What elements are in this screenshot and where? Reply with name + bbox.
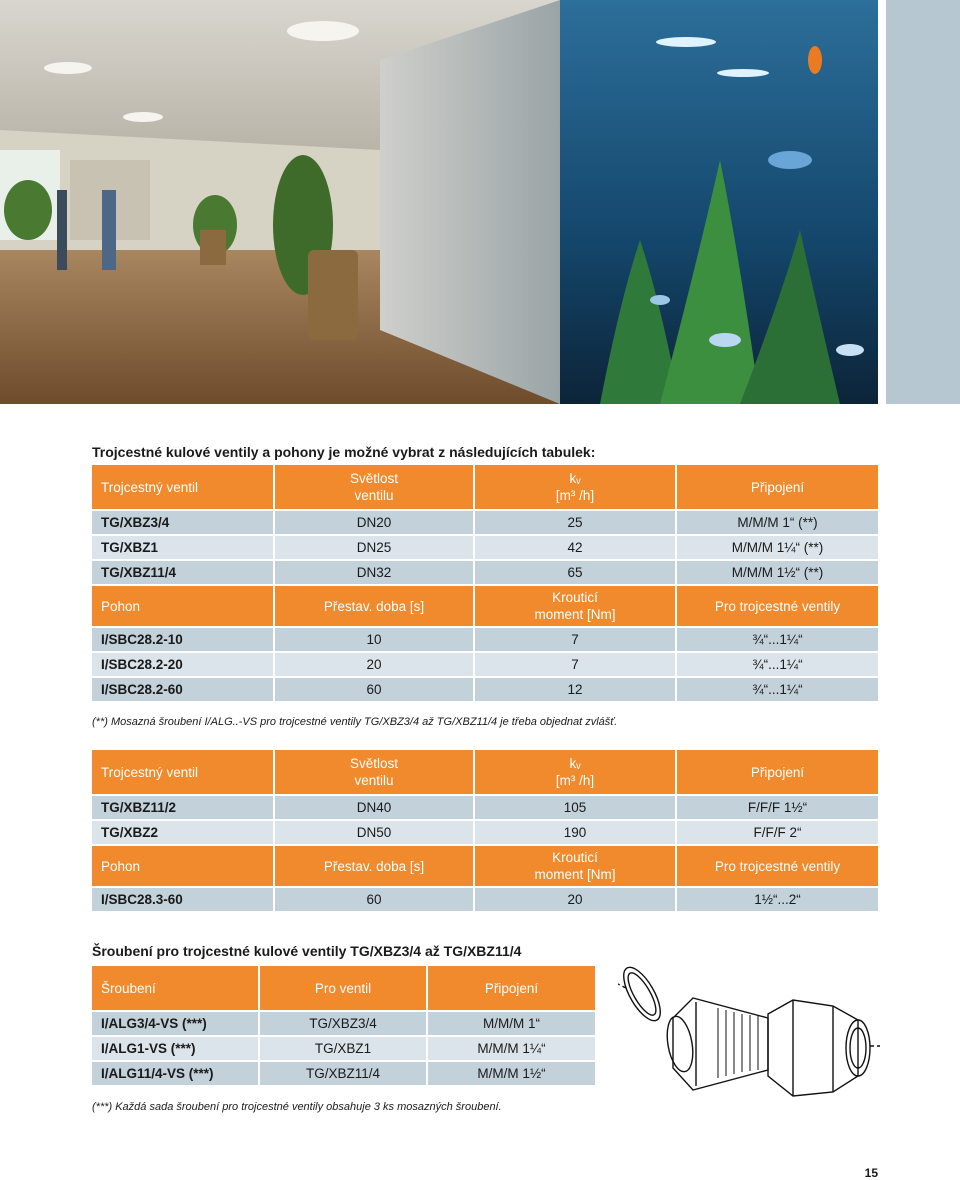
- page-number: 15: [864, 1166, 878, 1180]
- table-row: [92, 536, 878, 561]
- header-for-valve: Pro ventil: [260, 966, 428, 1012]
- cell-valve: TG/XBZ11/4: [260, 1062, 428, 1087]
- header-connection: Připojení: [428, 966, 595, 1012]
- header-time: Přestav. doba [s]: [275, 846, 475, 888]
- cell-model: I/SBC28.3-60: [92, 888, 275, 913]
- cell-time: 60: [275, 678, 475, 703]
- table-row: [92, 1012, 595, 1037]
- header-valve: Trojcestný ventil: [92, 465, 275, 511]
- header-valve: Trojcestný ventil: [92, 750, 275, 796]
- footnote-double-asterisk: (**) Mosazná šroubení I/ALG..-VS pro trojcestné ventily TG/XBZ3/4 až TG/XBZ11/4 je třeba objednat zvlášť.: [92, 716, 618, 728]
- table-header: [92, 465, 878, 511]
- cell-range: 1½“...2“: [677, 888, 878, 913]
- header-dn: Světlost ventilu: [275, 750, 475, 796]
- table-row: [92, 628, 878, 653]
- cell-connection: M/M/M 1½“ (**): [677, 561, 878, 586]
- cell-dn: DN20: [275, 511, 475, 536]
- intro-heading: Trojcestné kulové ventily a pohony je možné vybrat z následujících tabulek:: [92, 444, 596, 460]
- cell-connection: F/F/F 1½“: [677, 796, 878, 821]
- cell-kv: 25: [475, 511, 677, 536]
- cell-dn: DN25: [275, 536, 475, 561]
- cell-model: I/SBC28.2-60: [92, 678, 275, 703]
- cell-connection: F/F/F 2“: [677, 821, 878, 846]
- cell-connection: M/M/M 1½“: [428, 1062, 595, 1087]
- header-connection: Připojení: [677, 750, 878, 796]
- cell-torque: 20: [475, 888, 677, 913]
- header-actuator: Pohon: [92, 846, 275, 888]
- fittings-heading: Šroubení pro trojcestné kulové ventily TG/XBZ3/4 až TG/XBZ11/4: [92, 943, 522, 959]
- header-connection: Připojení: [677, 465, 878, 511]
- cell-torque: 7: [475, 628, 677, 653]
- valves-table-2: [92, 750, 878, 913]
- table-row: [92, 561, 878, 586]
- header-for-valves: Pro trojcestné ventily: [677, 846, 878, 888]
- cell-torque: 7: [475, 653, 677, 678]
- cell-model: TG/XBZ1: [92, 536, 275, 561]
- cell-model: TG/XBZ11/4: [92, 561, 275, 586]
- header-for-valves: Pro trojcestné ventily: [677, 586, 878, 628]
- header-kv: kᵥ [m³ /h]: [475, 750, 677, 796]
- footnote-triple-asterisk: (***) Každá sada šroubení pro trojcestné ventily obsahuje 3 ks mosazných šroubení.: [92, 1101, 502, 1113]
- cell-dn: DN32: [275, 561, 475, 586]
- table-header: [92, 750, 878, 796]
- cell-range: ¾“...1¼“: [677, 653, 878, 678]
- cell-fitting: I/ALG1-VS (***): [92, 1037, 260, 1062]
- cell-kv: 105: [475, 796, 677, 821]
- fittings-table: [92, 966, 595, 1087]
- table-row: [92, 1062, 595, 1087]
- cell-valve: TG/XBZ1: [260, 1037, 428, 1062]
- table-row: [92, 678, 878, 703]
- cell-connection: M/M/M 1¼“: [428, 1037, 595, 1062]
- cell-kv: 42: [475, 536, 677, 561]
- cell-fitting: I/ALG11/4-VS (***): [92, 1062, 260, 1087]
- header-torque: Krouticí moment [Nm]: [475, 586, 677, 628]
- table-subheader: [92, 586, 878, 628]
- header-fitting: Šroubení: [92, 966, 260, 1012]
- cell-kv: 190: [475, 821, 677, 846]
- cell-model: TG/XBZ2: [92, 821, 275, 846]
- cell-range: ¾“...1¼“: [677, 628, 878, 653]
- cell-time: 10: [275, 628, 475, 653]
- cell-torque: 12: [475, 678, 677, 703]
- cell-time: 20: [275, 653, 475, 678]
- cell-valve: TG/XBZ3/4: [260, 1012, 428, 1037]
- table-row: [92, 821, 878, 846]
- table-header: [92, 966, 595, 1012]
- cell-connection: M/M/M 1“ (**): [677, 511, 878, 536]
- cell-model: TG/XBZ11/2: [92, 796, 275, 821]
- cell-time: 60: [275, 888, 475, 913]
- valves-table-1: [92, 465, 878, 703]
- cell-model: I/SBC28.2-20: [92, 653, 275, 678]
- header-time: Přestav. doba [s]: [275, 586, 475, 628]
- header-torque: Krouticí moment [Nm]: [475, 846, 677, 888]
- table-row: [92, 888, 878, 913]
- sidebar-strip: [886, 0, 960, 404]
- office-aquarium-photo: [0, 0, 878, 404]
- header-actuator: Pohon: [92, 586, 275, 628]
- header-dn: Světlost ventilu: [275, 465, 475, 511]
- table-row: [92, 511, 878, 536]
- cell-connection: M/M/M 1“: [428, 1012, 595, 1037]
- cell-range: ¾“...1¼“: [677, 678, 878, 703]
- cell-connection: M/M/M 1¼“ (**): [677, 536, 878, 561]
- table-row: [92, 653, 878, 678]
- cell-model: TG/XBZ3/4: [92, 511, 275, 536]
- fitting-drawing: [618, 958, 880, 1108]
- cell-kv: 65: [475, 561, 677, 586]
- cell-dn: DN40: [275, 796, 475, 821]
- table-row: [92, 796, 878, 821]
- cell-model: I/SBC28.2-10: [92, 628, 275, 653]
- cell-fitting: I/ALG3/4-VS (***): [92, 1012, 260, 1037]
- cell-dn: DN50: [275, 821, 475, 846]
- table-subheader: [92, 846, 878, 888]
- header-kv: kᵥ [m³ /h]: [475, 465, 677, 511]
- table-row: [92, 1037, 595, 1062]
